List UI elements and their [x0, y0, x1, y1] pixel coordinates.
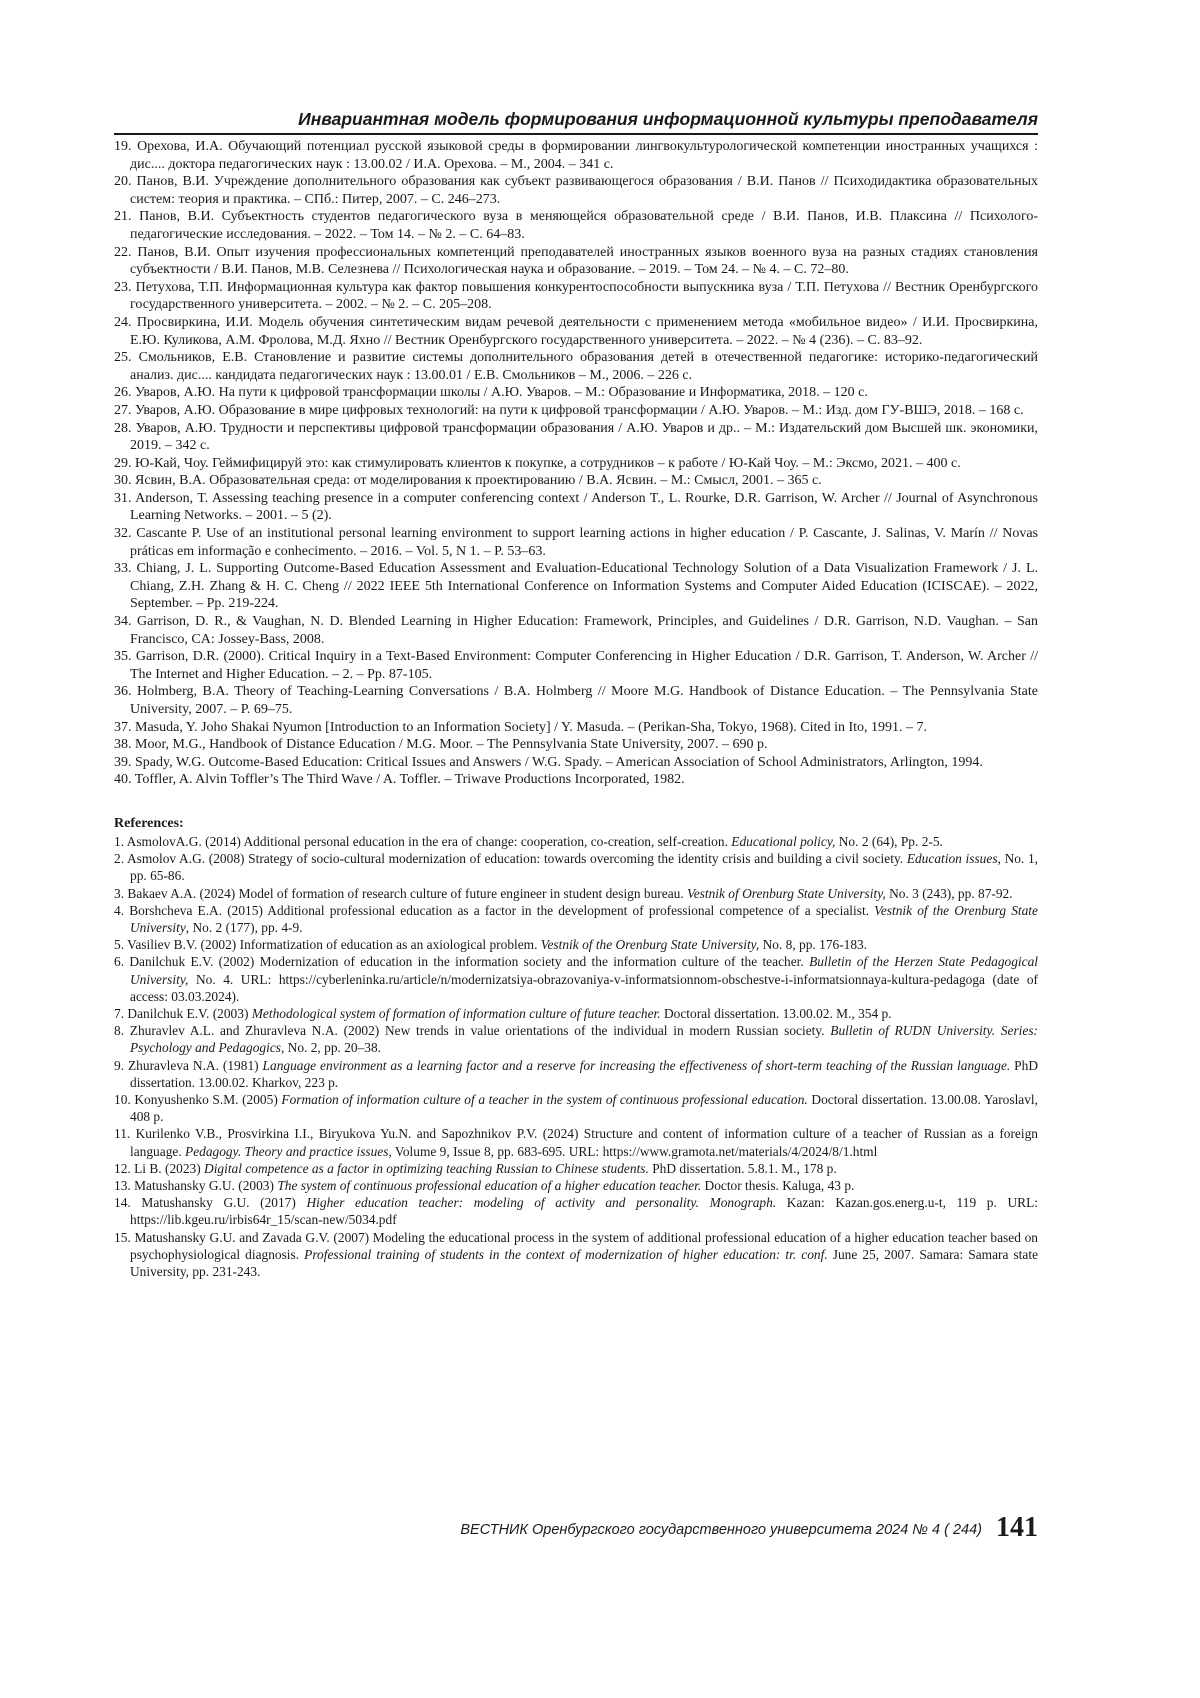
bibliography-entry [114, 349, 1038, 384]
bibliography-entry [114, 490, 1038, 525]
reference-source: Digital competence as a factor in optimizing teaching Russian to Chinese students. [204, 1160, 649, 1176]
bibliography-entry [114, 455, 1038, 473]
reference-entry [114, 1229, 1038, 1281]
reference-details: , Volume 9, Issue 8, pp. 683-695. URL: https://www.gramota.net/materials/4/2024/8/1.html [388, 1143, 878, 1159]
reference-entry [114, 1125, 1038, 1159]
bibliography-entry [114, 138, 1038, 173]
bibliography-entry [114, 771, 1038, 789]
entry-number: 36. [114, 684, 132, 700]
reference-number: 7. [114, 1006, 125, 1021]
reference-text: Zhuravlev A.L. and Zhuravleva N.A. (2002) New trends in value orientations of the individual in modern Russian society. [129, 1023, 831, 1039]
reference-entry [114, 1022, 1038, 1056]
reference-details: Kazan: Kazan.gos.energ.u-t, 119 p. URL: https://lib.kgeu.ru/irbis64r_15/scan-new/5034.pdf [130, 1195, 1038, 1228]
entry-text: Ю-Кай, Чоу. Геймифицируй это: как стимулировать клиентов к покупке, а сотрудников – к работе / Ю-Кай Чоу. – М.: Эксмо, 2021. – 400 с. [135, 455, 961, 471]
reference-details: No. 1, pp. 65-86. [130, 851, 1039, 884]
entry-text: Уваров, А.Ю. Трудности и перспективы цифровой трансформации образования / А.Ю. Уваров и др.. – М.: Издательский дом Высшей шк. экономики, 2019. – 342 с. [130, 420, 1039, 454]
reference-entry [114, 1177, 1038, 1194]
entry-number: 24. [114, 314, 132, 330]
bibliography-entry [114, 279, 1038, 314]
bibliography-entry [114, 384, 1038, 402]
bibliography-entry [114, 173, 1038, 208]
reference-entry [114, 850, 1038, 884]
reference-number: 11. [114, 1126, 131, 1142]
reference-number: 13. [114, 1178, 131, 1194]
reference-number: 3. [114, 885, 125, 901]
reference-entry [114, 936, 1038, 953]
reference-number: 10. [114, 1092, 131, 1108]
reference-number: 1. [114, 833, 125, 849]
entry-text: Панов, В.И. Опыт изучения профессиональных компетенций преподавателей иностранных языков военного вуза на разных стадиях становления субъектности / В.И. Панов, М.В. Селезнева // Психологическая наука и образование. – 2019. – Том 24. – № 4. – С. 72–80. [130, 244, 1038, 278]
reference-text: Asmolov A.G. (2008) Strategy of socio-cultural modernization of education: towards overcoming the identity crisis and building a civil society. [127, 851, 907, 867]
reference-details: , No. 2 (177), pp. 4-9. [185, 919, 303, 935]
entry-text: Ясвин, В.А. Образовательная среда: от моделирования к проектированию / В.А. Ясвин. – М.: Смысл, 2001. – 365 с. [135, 473, 822, 489]
reference-details: No. 8, pp. 176-183. [759, 937, 868, 953]
reference-entry [114, 953, 1038, 1005]
entry-text: Уваров, А.Ю. Образование в мире цифровых технологий: на пути к цифровой трансформации / А.Ю. Уваров. – М.: Изд. дом ГУ-ВШЭ, 2018. – 168 с. [135, 402, 1024, 418]
reference-number: 6. [114, 954, 125, 970]
entry-number: 29. [114, 455, 132, 471]
reference-text: Danilchuk E.V. (2002) Modernization of education in the information society and the information culture of the teacher. [129, 954, 810, 970]
reference-text: Vasiliev B.V. (2002) Informatization of education as an axiological problem. [127, 937, 541, 953]
reference-source: Methodological system of formation of information culture of future teacher. [251, 1006, 661, 1021]
reference-entry [114, 902, 1038, 936]
entry-text: Anderson, T. Assessing teaching presence in a computer conferencing context / Anderson T., L. Rourke, D.R. Garrison, W. Archer // Journal of Asynchronous Learning Networks. – 2001. – 5 (2). [130, 490, 1039, 524]
bibliography-entry [114, 613, 1038, 648]
bibliography-entry [114, 648, 1038, 683]
entry-number: 22. [114, 244, 132, 260]
entry-number: 35. [114, 649, 132, 665]
entry-number: 31. [114, 490, 132, 506]
reference-source: Education issues, [906, 851, 1001, 867]
bibliography-entry [114, 208, 1038, 243]
reference-details: No. 2, pp. 20–38. [284, 1040, 382, 1056]
reference-details: Doctor thesis. Kaluga, 43 p. [701, 1178, 855, 1194]
entry-number: 21. [114, 209, 132, 225]
bibliography-entry [114, 244, 1038, 279]
entry-text: Орехова, И.А. Обучающий потенциал русской языковой среды в формировании лингвокультурологической компетенции иностранных учащихся : дис.... доктора педагогических наук : 13.00.02 / И.А. Орехова. – М., 2004. – 341 с. [130, 139, 1039, 172]
entry-number: 27. [114, 402, 132, 418]
reference-text: Li B. (2023) [134, 1160, 205, 1176]
reference-text: Zhuravleva N.A. (1981) [128, 1057, 263, 1073]
bibliography-entry [114, 736, 1038, 754]
bibliography-entry [114, 754, 1038, 772]
reference-source: Bulletin of the Herzen State Pedagogical University, [130, 954, 1038, 987]
reference-text: Bakaev A.A. (2024) Model of formation of research culture of future engineer in student design bureau. [127, 885, 688, 901]
reference-entry [114, 833, 1038, 850]
reference-entry [114, 885, 1038, 902]
journal-name: ВЕСТНИК Оренбургского государственного университета 2024 № 4 ( 244) [460, 1522, 982, 1538]
entry-text: Masuda, Y. Joho Shakai Nyumon [Introduction to an Information Society] / Y. Masuda. – (Perikan-Sha, Tokyo, 1968). Cited in Ito, 1991. – 7. [135, 719, 928, 735]
reference-details: Doctoral dissertation. 13.00.02. M., 354 p. [660, 1006, 892, 1021]
bibliography-entry [114, 402, 1038, 420]
bibliography-entry [114, 560, 1038, 613]
entry-text: Панов, В.И. Субъектность студентов педагогического вуза в меняющейся образовательной среде / В.И. Панов, И.В. Плаксина // Психолого-педагогические исследования. – 2022. – Том 14. – № 2. – С. 64–83. [130, 209, 1039, 242]
entry-text: Holmberg, B.A. Theory of Teaching-Learning Conversations / B.A. Holmberg // Moore M.G. Handbook of Distance Education. – The Pennsylvania State University, 2007. – P. 69–75. [130, 684, 1038, 717]
reference-text: Danilchuk E.V. (2003) [127, 1006, 252, 1021]
entry-number: 20. [114, 174, 132, 190]
running-head: Инвариантная модель формирования информационной культуры преподавателя [114, 108, 1038, 135]
entry-text: Toffler, A. Alvin Toffler’s The Third Wave / A. Toffler. – Triwave Productions Incorporated, 1982. [134, 772, 685, 788]
bibliography-entry [114, 314, 1038, 349]
entry-number: 30. [114, 473, 132, 489]
reference-number: 15. [114, 1229, 131, 1245]
bibliography-entry [114, 719, 1038, 737]
reference-details: June 25, 2007. Samara: Samara state University, pp. 231-243. [130, 1246, 1039, 1280]
reference-source: Language environment as a learning factor and a reserve for increasing the effectiveness of short-term teaching of the Russian language. [262, 1057, 1011, 1073]
entry-number: 37. [114, 719, 132, 735]
reference-details: No. 4. URL: https://cyberleninka.ru/article/n/modernizatsiya-obrazovaniya-v-informatsionnom-obschestve-i-informatsionnaya-kultura-pedagoga (date of access: 03.03.2024). [130, 971, 1038, 1004]
reference-entry [114, 1057, 1038, 1091]
reference-text: Borshcheva E.A. (2015) Additional professional education as a factor in the development of professional competence of a specialist. [129, 902, 875, 918]
reference-text: AsmolovA.G. (2014) Additional personal education in the era of change: cooperation, co-creation, self-creation. [126, 833, 732, 849]
reference-number: 9. [114, 1057, 125, 1073]
reference-entry [114, 1005, 1038, 1022]
page-number: 141 [996, 1512, 1038, 1543]
reference-source: Higher education teacher: modeling of activity and personality. Monograph. [306, 1195, 777, 1211]
reference-text: Matushansky G.U. and Zavada G.V. (2007) Modeling the educational process in the system of additional professional education of a higher education teacher based on psychophysiological diagnosis. [130, 1229, 1038, 1262]
entry-number: 32. [114, 526, 132, 542]
reference-text: Kurilenko V.B., Prosvirkina I.I., Biryukova Yu.N. and Sapozhnikov P.V. (2024) Structure and content of information culture of a teacher of Russian as a foreign language. [130, 1126, 1038, 1159]
entry-text: Смольников, Е.В. Становление и развитие системы дополнительного образования детей в отечественной педагогике: историко-педагогический анализ. дис.... кандидата педагогических наук : 13.00.01 / Е.В. Смольников – М., 2006. – 226 с. [130, 350, 1038, 383]
entry-text: Панов, В.И. Учреждение дополнительного образования как субъект развивающегося образования / В.И. Панов // Психодидактика образовательных систем: теория и практика. – СПб.: Питер, 2007. – С. 246–273. [130, 174, 1038, 207]
entry-number: 19. [114, 139, 132, 154]
bibliography-list [114, 138, 1038, 789]
reference-text: Matushansky G.U. (2003) [134, 1178, 278, 1194]
entry-text: Chiang, J. L. Supporting Outcome-Based Education Assessment and Evaluation-Educational Technology Solution of a Data Visualization Framework / J. L. Chiang, Z.H. Zhang & H. C. Cheng // 2022 IEEE 5th International Conference on Information Systems and Computer Aided Education (ICISCAE). – 2022, September. – Pp. 219-224. [130, 561, 1038, 612]
entry-number: 40. [114, 772, 132, 788]
entry-number: 26. [114, 385, 132, 401]
entry-number: 28. [114, 420, 132, 436]
reference-entry [114, 1194, 1038, 1228]
entry-number: 34. [114, 614, 132, 630]
references-heading: References: [114, 815, 184, 831]
reference-entry [114, 1160, 1038, 1177]
reference-details: Doctoral dissertation. 13.00.08. Yaroslavl, 408 p. [130, 1092, 1038, 1125]
entry-number: 38. [114, 737, 132, 753]
bibliography-entry [114, 683, 1038, 718]
reference-source: Vestnik of the Orenburg State University, [540, 937, 760, 953]
reference-source: Formation of information culture of a teacher in the system of continuous professional education. [281, 1092, 808, 1108]
reference-details: PhD dissertation. 13.00.02. Kharkov, 223 p. [130, 1057, 1038, 1090]
reference-source: The system of continuous professional education of a higher education teacher. [277, 1178, 702, 1194]
reference-source: Vestnik of Orenburg State University, [687, 885, 886, 901]
entry-text: Петухова, Т.П. Информационная культура как фактор повышения конкурентоспособности выпускника вуза / Т.П. Петухова // Вестник Оренбургского государственного университета. – 2002. – № 2. – С. 205–208. [130, 279, 1039, 313]
entry-number: 39. [114, 754, 132, 770]
entry-text: Garrison, D. R., & Vaughan, N. D. Blended Learning in Higher Education: Framework, Principles, and Guidelines / D.R. Garrison, N.D. Vaughan. – San Francisco, CA: Jossey-Bass, 2008. [130, 614, 1039, 647]
entry-text: Garrison, D.R. (2000). Critical Inquiry in a Text-Based Environment: Computer Conferencing in Higher Education / D.R. Garrison, T. Anderson, W. Archer // The Internet and Higher Education. – 2. – Pp. 87-105. [130, 649, 1039, 682]
reference-number: 2. [114, 851, 125, 867]
entry-text: Spady, W.G. Outcome-Based Education: Critical Issues and Answers / W.G. Spady. – American Association of School Administrators, Arlington, 1994. [135, 754, 983, 770]
reference-text: Matushansky G.U. (2017) [141, 1195, 307, 1211]
entry-number: 25. [114, 350, 132, 366]
reference-number: 12. [114, 1160, 131, 1176]
reference-details: No. 2 (64), Pp. 2-5. [835, 833, 943, 849]
references-list [114, 833, 1038, 1280]
reference-number: 14. [114, 1195, 131, 1211]
entry-text: Cascante P. Use of an institutional personal learning environment to support learning actions in higher education / P. Cascante, J. Salinas, V. Marín // Novas práticas em informação e conhecimento. – 2016. – Vol. 5, N 1. – P. 53–63. [130, 526, 1039, 559]
page-footer [300, 1508, 1038, 1544]
entry-text: Moor, M.G., Handbook of Distance Education / M.G. Moor. – The Pennsylvania State University, 2007. – 690 p. [135, 737, 768, 753]
entry-text: Просвиркина, И.И. Модель обучения синтетическим видам речевой деятельности с применением метода «мобильное видео» / И.И. Просвиркина, Е.Ю. Куликова, А.М. Фролова, М.Д. Яхно // Вестник Оренбургского государственного университета. – 2022. – № 4 (236). – С. 83–92. [130, 314, 1039, 348]
bibliography-entry [114, 472, 1038, 490]
entry-number: 33. [114, 561, 132, 577]
reference-source: Pedagogy. Theory and practice issues [185, 1143, 389, 1159]
reference-details: PhD dissertation. 5.8.1. M., 178 p. [648, 1160, 837, 1176]
reference-number: 8. [114, 1023, 125, 1039]
reference-source: Vestnik of the Orenburg State University [130, 902, 1038, 935]
reference-source: Bulletin of RUDN University. Series: Psychology and Pedagogics, [130, 1023, 1038, 1056]
entry-number: 23. [114, 279, 132, 295]
reference-number: 4. [114, 902, 125, 918]
reference-details: No. 3 (243), pp. 87-92. [885, 885, 1013, 901]
reference-number: 5. [114, 937, 125, 953]
page [114, 108, 1038, 1280]
entry-text: Уваров, А.Ю. На пути к цифровой трансформации школы / А.Ю. Уваров. – М.: Образование и Информатика, 2018. – 120 с. [135, 385, 868, 401]
reference-entry [114, 1091, 1038, 1125]
reference-text: Konyushenko S.M. (2005) [134, 1092, 282, 1108]
bibliography-entry [114, 420, 1038, 455]
reference-source: Professional training of students in the context of modernization of higher education: tr. conf. [304, 1246, 828, 1262]
bibliography-entry [114, 525, 1038, 560]
reference-source: Educational policy, [731, 833, 836, 849]
